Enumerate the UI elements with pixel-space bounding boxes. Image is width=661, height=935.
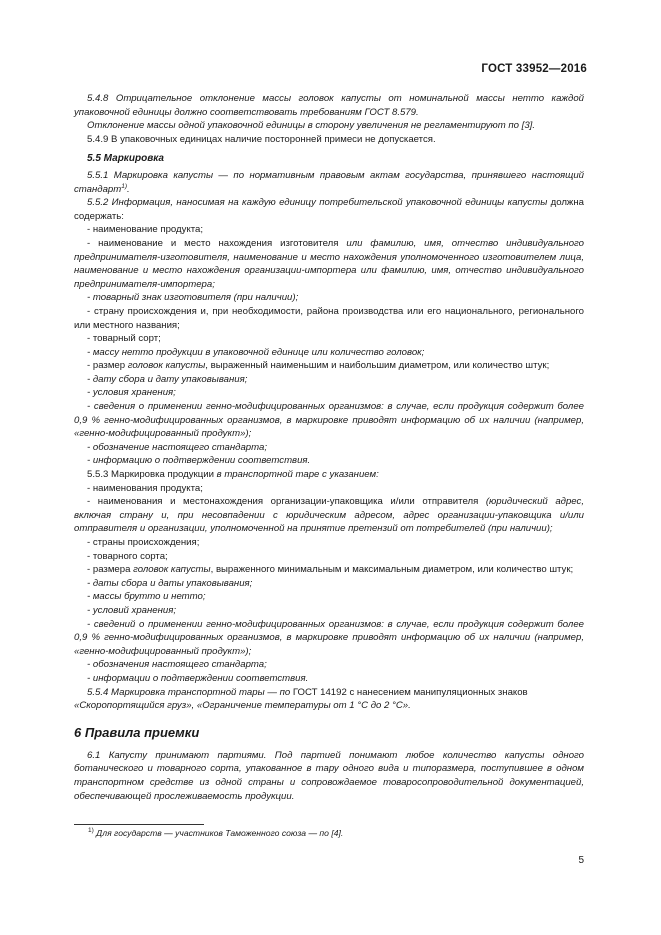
document-body (74, 92, 584, 803)
list-item: - наименование продукта; (87, 224, 204, 236)
list-item: - обозначения настоящего стандарта; (87, 659, 267, 671)
paragraph-5-5-4 (74, 686, 584, 700)
list-item: - информацию о подтверждении соответствия. (87, 455, 311, 467)
paragraph-5-5-2-regular: должна содержать: (74, 197, 584, 222)
list-item: - сведений о применении генно-модифицированных организмов: в случае, если продукция содержит более 0,9 % генно-модифицированных организмов, в маркировке приводят информацию об их наличии (например, «генно-модифицированный продукт»); (74, 618, 584, 657)
list-item: - условий хранения; (87, 604, 177, 616)
section-6-heading: 6 Правила приемки (74, 724, 200, 740)
paragraph-5-5-3-a: 5.5.3 Маркировка продукции (87, 469, 217, 481)
paragraph-6-1: 6.1 Капусту принимают партиями. Под партией понимают любое количество капусты одного ботанического и товарного сорта, упакованное в тару одного вида и типоразмера, поступившее в одном транспортном средстве из одной страны и сопровождаемое товаросопроводительной документацией, обеспечивающей прослеживаемость продукции. (74, 749, 584, 802)
paragraph-5-5-4-cont: «Скоропортящийся груз», «Ограничение температуры от 1 °С до 2 °С». (74, 700, 411, 712)
footnote-ref: 1) (121, 182, 128, 190)
paragraph-5-4-8: 5.4.8 Отрицательное отклонение массы головок капусты от номинальной массы нетто каждой упаковочной единицы должно соответствовать требованиям ГОСТ 8.579. (74, 93, 584, 118)
list-item: - массу нетто продукции в упаковочной единице или количество головок; (87, 346, 425, 358)
list-item: - сведения о применении генно-модифицированных организмов: в случае, если продукция содержит более 0,9 % генно-модифицированных организмов, в маркировке приводят информацию об их наличии (например, «генно-модифицированный продукт»); (74, 401, 584, 440)
paragraph-5-5-3-b: в транспортной таре с указанием: (216, 469, 379, 481)
list-item: - массы брутто и нетто; (87, 591, 206, 603)
page-number: 5 (578, 855, 584, 866)
footnote-text: Для государств — участников Таможенного союза — по [4]. (96, 828, 344, 838)
list-item: - страну происхождения и, при необходимости, района производства или его национального, регионального или местного названия; (74, 305, 584, 331)
list-item-part: головок капусты (133, 564, 211, 576)
list-item (74, 563, 584, 577)
list-item-part: (юридический адрес, включая страну и, при несовпадении с юридическим адресом, адрес организации-упаковщика и/или отправителя и организации, уполномоченной на принятие претензий от потребителей (при наличии); (74, 496, 584, 535)
list-item (74, 359, 584, 373)
paragraph-5-5-4-a: 5.5.4 Маркировка транспортной тары — по (87, 686, 293, 698)
paragraph-5-5-1-text: 5.5.1 Маркировка капусты — по нормативным правовым актам государства, принявшего настоящий стандарт (74, 169, 584, 195)
list-item: - наименования продукта; (87, 482, 203, 494)
list-item: - условия хранения; (87, 387, 176, 399)
list-item (74, 237, 584, 291)
footnote (74, 828, 584, 838)
list-item-part: - размер (87, 360, 128, 372)
list-item: - страны происхождения; (87, 537, 200, 548)
standard-header: ГОСТ 33952—2016 (481, 63, 587, 75)
list-item: - информации о подтверждении соответствия. (87, 672, 309, 684)
list-item: - даты сбора и даты упаковывания; (87, 577, 253, 589)
list-item: - товарный сорт; (87, 333, 161, 345)
list-item-part: , выраженный наименьшим и наибольшим диаметром, или количество штук; (205, 360, 550, 372)
list-item: - товарного сорта; (87, 550, 168, 562)
list-item: - дату сбора и дату упаковывания; (87, 373, 248, 385)
footnote-mark: 1) (88, 827, 94, 834)
paragraph-5-5-1-end: . (127, 183, 130, 195)
section-5-5-heading: 5.5 Маркировка (87, 153, 164, 165)
paragraph-5-5-3 (74, 468, 584, 482)
list-item (74, 495, 584, 536)
list-item: - обозначение настоящего стандарта; (87, 441, 267, 453)
list-item-part: или фамилию, имя, отчество индивидуального предпринимателя-изготовителя, наименование и место нахождения уполномоченного изготовителем лица, наименование и место нахождения организации-импортера или фамилию, имя, отчество индивидуального предпринимателя-импортера; (74, 237, 584, 290)
paragraph-5-5-1 (74, 169, 584, 196)
list-item-part: головок капусты (127, 360, 206, 372)
footnote-divider (74, 824, 204, 825)
paragraph-5-5-2 (74, 196, 584, 223)
paragraph-5-5-4-b: ГОСТ 14192 с нанесением манипуляционных знаков (292, 686, 528, 698)
paragraph-5-5-2-italic: 5.5.2 Информация, наносимая на каждую единицу потребительской упаковочной единицы капусты (87, 197, 548, 209)
paragraph-5-4-8-note: Отклонение массы одной упаковочной единицы в сторону увеличения не регламентируют по [3]. (87, 120, 536, 132)
list-item-part: - наименование и место нахождения изготовителя (87, 237, 347, 249)
list-item: - товарный знак изготовителя (при наличии); (87, 292, 299, 304)
list-item-part: - размера (87, 564, 134, 576)
list-item-part: , выраженного минимальным и максимальным диаметром, или количество штук; (210, 564, 574, 576)
list-item-part: - наименования и местонахождения организации-упаковщика и/или отправителя (87, 496, 486, 508)
paragraph-5-4-9: 5.4.9 В упаковочных единицах наличие посторонней примеси не допускается. (87, 133, 436, 145)
